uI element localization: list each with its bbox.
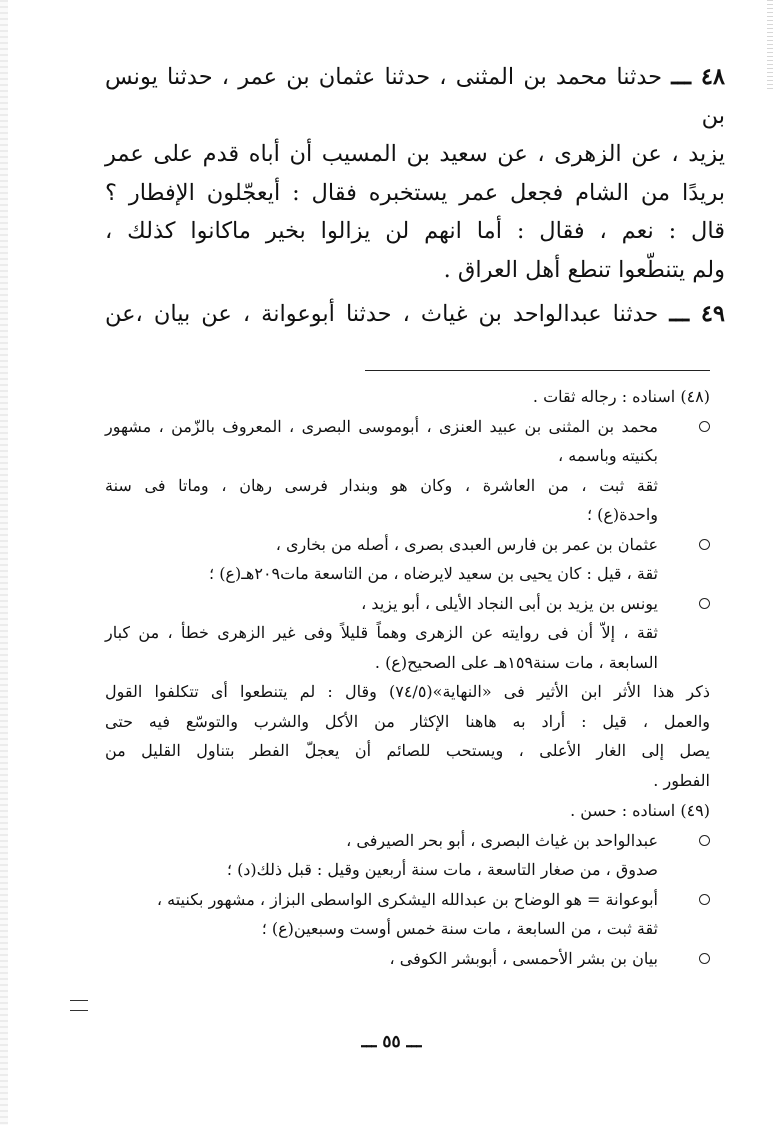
hadith-number: ٤٨ ـــ [671, 64, 726, 90]
circle-bullet-icon [699, 953, 710, 964]
footnotes [105, 382, 710, 973]
hadith-49-line-1: ٤٩ ـــ حدثنا عبدالواحد بن غياث ، حدثنا أبوعوانة ، عن بيان ،عن [105, 301, 725, 327]
hadith-48 [105, 58, 725, 289]
hadith-48-line-3: بريدًا من الشام فجعل عمر يستخبره فقال : أيعجّلون الإفطار ؟ [105, 179, 725, 206]
circle-bullet-icon [699, 539, 710, 550]
narrator-entry: يونس بن يزيد بن أبى النجاد الأيلى ، أبو يزيد ، ثقة ، إلاّ أن فى روايته عن الزهرى وهماً قليلاً وفى غير الزهرى خطأ ، من كبار السابعة ، مات سنة١٥٩هـ على الصحيح(ع) . [105, 589, 710, 678]
scan-edge-right [767, 0, 773, 90]
narrator-entry: بيان بن بشر الأحمسى ، أبوبشر الكوفى ، [105, 944, 710, 974]
hadith-48-line-1: ٤٨ ـــ حدثنا محمد بن المثنى ، حدثنا عثمان بن عمر ، حدثنا يونس بن [105, 64, 726, 129]
margin-mark [70, 1000, 88, 1011]
scan-edge-left [0, 0, 8, 1125]
hadith-48-line-4: قال : نعم ، فقال : أما انهم لن يزالوا بخير ماكانوا كذلك ، [105, 218, 725, 244]
note-49-header: (٤٩) اسناده : حسن . [570, 801, 710, 820]
circle-bullet-icon [699, 421, 710, 432]
narrator-entry: عثمان بن عمر بن فارس العبدى بصرى ، أصله من بخارى ، ثقة ، قيل : كان يحيى بن سعيد لايرضاه ، من التاسعة مات٢٠٩هـ(ع) ؛ [105, 530, 710, 589]
hadith-49 [105, 295, 725, 334]
note-48-header: (٤٨) اسناده : رجاله ثقات . [532, 387, 710, 406]
narrator-entry: عبدالواحد بن غياث البصرى ، أبو بحر الصيرفى ، صدوق ، من صغار التاسعة ، مات سنة أربعين وقيل : قبل ذلك(د) ؛ [105, 826, 710, 885]
circle-bullet-icon [699, 835, 710, 846]
hadith-main-text [105, 58, 725, 334]
hadith-48-line-5: ولم يتنطّعوا تنطع أهل العراق . [443, 256, 725, 283]
circle-bullet-icon [699, 598, 710, 609]
footnote-separator [365, 370, 710, 371]
narrator-entry: محمد بن المثنى بن عبيد العنزى ، أبوموسى البصرى ، المعروف بالزّمن ، مشهور بكنيته وباسمه ، ثقة ثبت ، من العاشرة ، وكان هو وبندار فرسى رهان ، وماتا فى سنة واحدة(ع) ؛ [105, 412, 710, 530]
hadith-number: ٤٩ ـــ [669, 301, 725, 327]
circle-bullet-icon [699, 894, 710, 905]
commentary-paragraph: ذكر هذا الأثر ابن الأثير فى «النهاية»(٧٤/٥) وقال : لم يتنطعوا أى تتكلفوا القول والعمل ، قيل : أراد به هاهنا الإكثار من الأكل والشرب والتوسّع فيه حتى يصل إلى الغار الأعلى ، ويستحب للصائم أن يعجلّ الفطر بتناول القليل من الفطور . [105, 682, 710, 790]
page-number: ـــ ٥٥ ـــ [361, 1032, 422, 1052]
narrator-entry: أبوعوانة = هو الوضاح بن عبدالله اليشكرى الواسطى البزاز ، مشهور بكنيته ، ثقة ثبت ، من السابعة ، مات سنة خمس أوست وسبعين(ع) ؛ [105, 885, 710, 944]
hadith-48-line-2: يزيد ، عن الزهرى ، عن سعيد بن المسيب أن أباه قدم على عمر [105, 141, 725, 167]
